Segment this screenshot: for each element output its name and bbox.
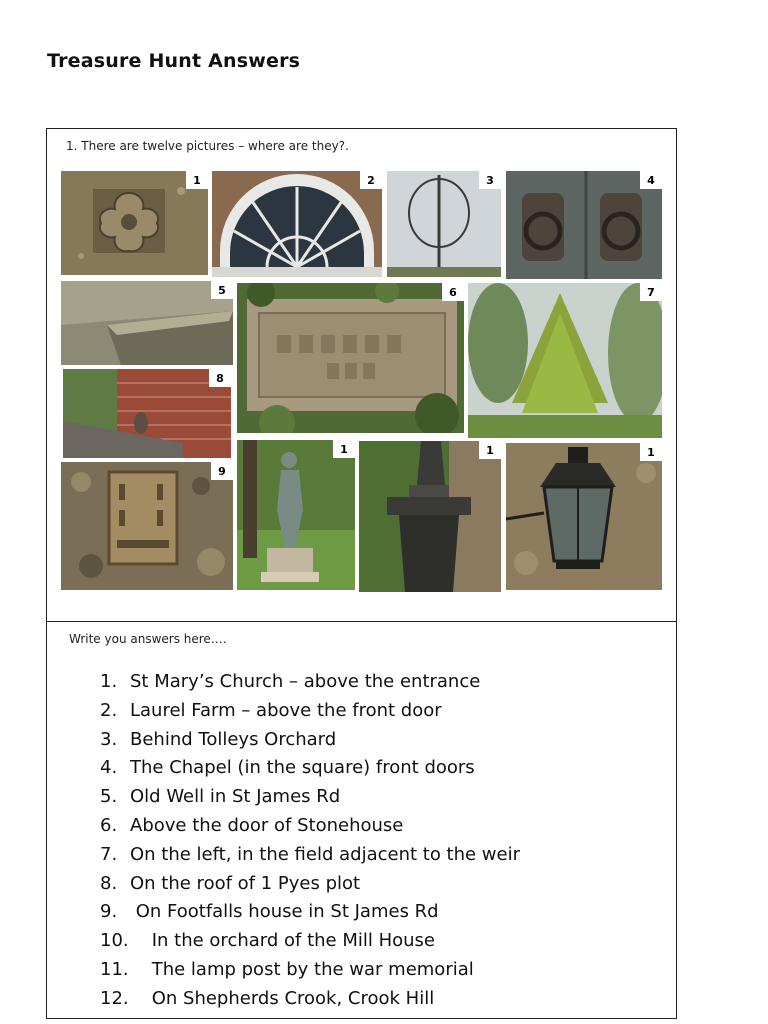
picture-number: 3 xyxy=(479,171,501,189)
picture-5 xyxy=(61,281,233,365)
answer-item: 6. Above the door of Stonehouse xyxy=(100,814,404,836)
picture-2 xyxy=(212,171,382,277)
answer-item: 7. On the left, in the field adjacent to the weir xyxy=(100,843,521,865)
picture-number: 9 xyxy=(211,462,233,480)
picture-number: 1 xyxy=(640,443,662,461)
answer-item: 2. Laurel Farm – above the front door xyxy=(100,699,442,721)
question-text: 1. There are twelve pictures – where are they?. xyxy=(66,139,349,153)
picture-6 xyxy=(237,283,464,433)
picture-3 xyxy=(387,171,501,277)
answers-prompt: Write you answers here…. xyxy=(69,632,227,646)
picture-number: 7 xyxy=(640,283,662,301)
picture-10 xyxy=(237,440,355,590)
picture-8 xyxy=(63,369,231,458)
answer-item: 9. On Footfalls house in St James Rd xyxy=(100,901,439,923)
picture-number: 1 xyxy=(186,171,208,189)
answer-item: 1. St Mary’s Church – above the entrance xyxy=(100,671,481,692)
picture-1 xyxy=(61,171,208,275)
picture-number: 6 xyxy=(442,283,464,301)
answer-item: 3. Behind Tolleys Orchard xyxy=(100,728,337,750)
answers-list xyxy=(100,668,520,1014)
page-title: Treasure Hunt Answers xyxy=(47,50,301,72)
picture-number: 1 xyxy=(333,440,355,458)
picture-number: 5 xyxy=(211,281,233,299)
answer-item: 5. Old Well in St James Rd xyxy=(100,786,341,808)
answer-item: 10. In the orchard of the Mill House xyxy=(100,930,436,952)
picture-9 xyxy=(61,462,233,590)
picture-number: 1 xyxy=(479,441,501,459)
picture-12 xyxy=(506,443,662,590)
picture-7 xyxy=(468,283,662,438)
answer-item: 8. On the roof of 1 Pyes plot xyxy=(100,872,361,894)
answer-item: 11. The lamp post by the war memorial xyxy=(100,958,474,980)
answer-item: 12. On Shepherds Crook, Crook Hill xyxy=(100,987,435,1009)
picture-11 xyxy=(359,441,501,592)
picture-number: 8 xyxy=(209,369,231,387)
picture-4 xyxy=(506,171,662,279)
answer-item: 4. The Chapel (in the square) front doors xyxy=(100,757,475,779)
picture-number: 2 xyxy=(360,171,382,189)
picture-number: 4 xyxy=(640,171,662,189)
